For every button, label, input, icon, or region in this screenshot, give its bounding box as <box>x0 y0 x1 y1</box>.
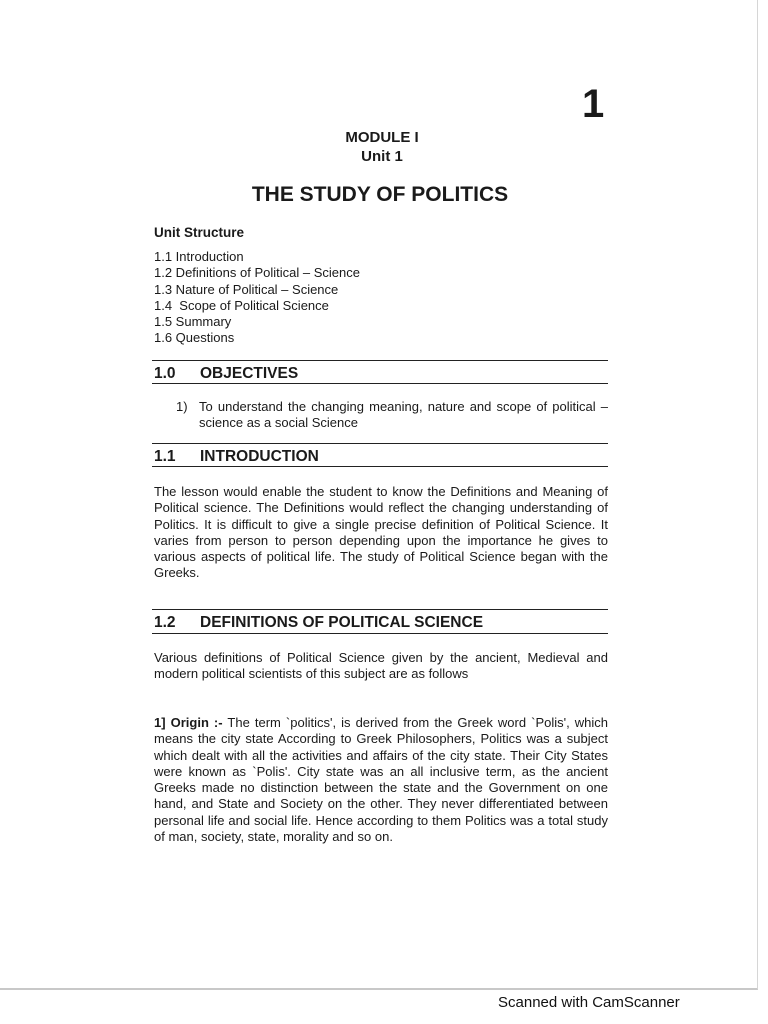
origin-paragraph <box>154 715 608 845</box>
definitions-intro-paragraph: Various definitions of Political Science given by the ancient, Medieval and modern political scientists of this subject are as follows <box>154 650 608 682</box>
origin-text: The term `politics', is derived from the Greek word `Polis', which means the city state According to Greek Philosophers, Politics was a subject which dealt with all the activities and affairs of the city state. Their City States were known as `Polis'. City state was an all inclusive term, as the ancient Greeks made no distinction between the state and the Government on one hand, and State and Society on the other. They never differentiated between personal life and social life. Hence according to them Politics was a total study of man, society, state, morality and so on. <box>154 715 609 845</box>
scanner-watermark: Scanned with CamScanner <box>498 994 680 1011</box>
unit-structure-heading: Unit Structure <box>154 225 245 240</box>
page-title: THE STUDY OF POLITICS <box>251 183 509 206</box>
section-title: INTRODUCTION <box>200 448 319 465</box>
section-number: 1.2 <box>154 614 176 631</box>
section-number: 1.1 <box>154 448 176 465</box>
list-item: 1.1 Introduction <box>154 249 244 264</box>
introduction-paragraph: The lesson would enable the student to know the Definitions and Meaning of Political science. The Definitions would reflect the changing understanding of Politics. It is difficult to give a single precise definition of Political Science. It varies from person to person depending upon the importance he gives to various aspects of political life. The study of Political Science began with the Greeks. <box>154 484 608 581</box>
section-number: 1.0 <box>154 365 176 382</box>
chapter-number: 1 <box>582 82 605 126</box>
list-item: 1.4 Scope of Political Science <box>154 297 329 313</box>
objective-marker: 1) <box>176 399 188 414</box>
objective-item <box>176 399 608 432</box>
list-item: 1.6 Questions <box>154 330 235 346</box>
objective-text: To understand the changing meaning, nature and scope of political – science as a social Science <box>199 399 608 431</box>
section-heading-introduction <box>152 443 608 467</box>
section-title: OBJECTIVES <box>200 365 299 382</box>
unit-label: Unit 1 <box>361 148 403 165</box>
list-item: 1.5 Summary <box>154 314 232 330</box>
list-item: 1.2 Definitions of Political – Science <box>154 265 360 281</box>
section-title: DEFINITIONS OF POLITICAL SCIENCE <box>200 614 484 631</box>
list-item: 1.3 Nature of Political – Science <box>154 281 339 297</box>
section-heading-definitions <box>152 609 608 634</box>
unit-structure-list <box>154 249 360 347</box>
section-heading-objectives <box>152 360 608 384</box>
module-label: MODULE I <box>345 129 419 146</box>
origin-lead: 1] Origin :- <box>154 715 223 730</box>
